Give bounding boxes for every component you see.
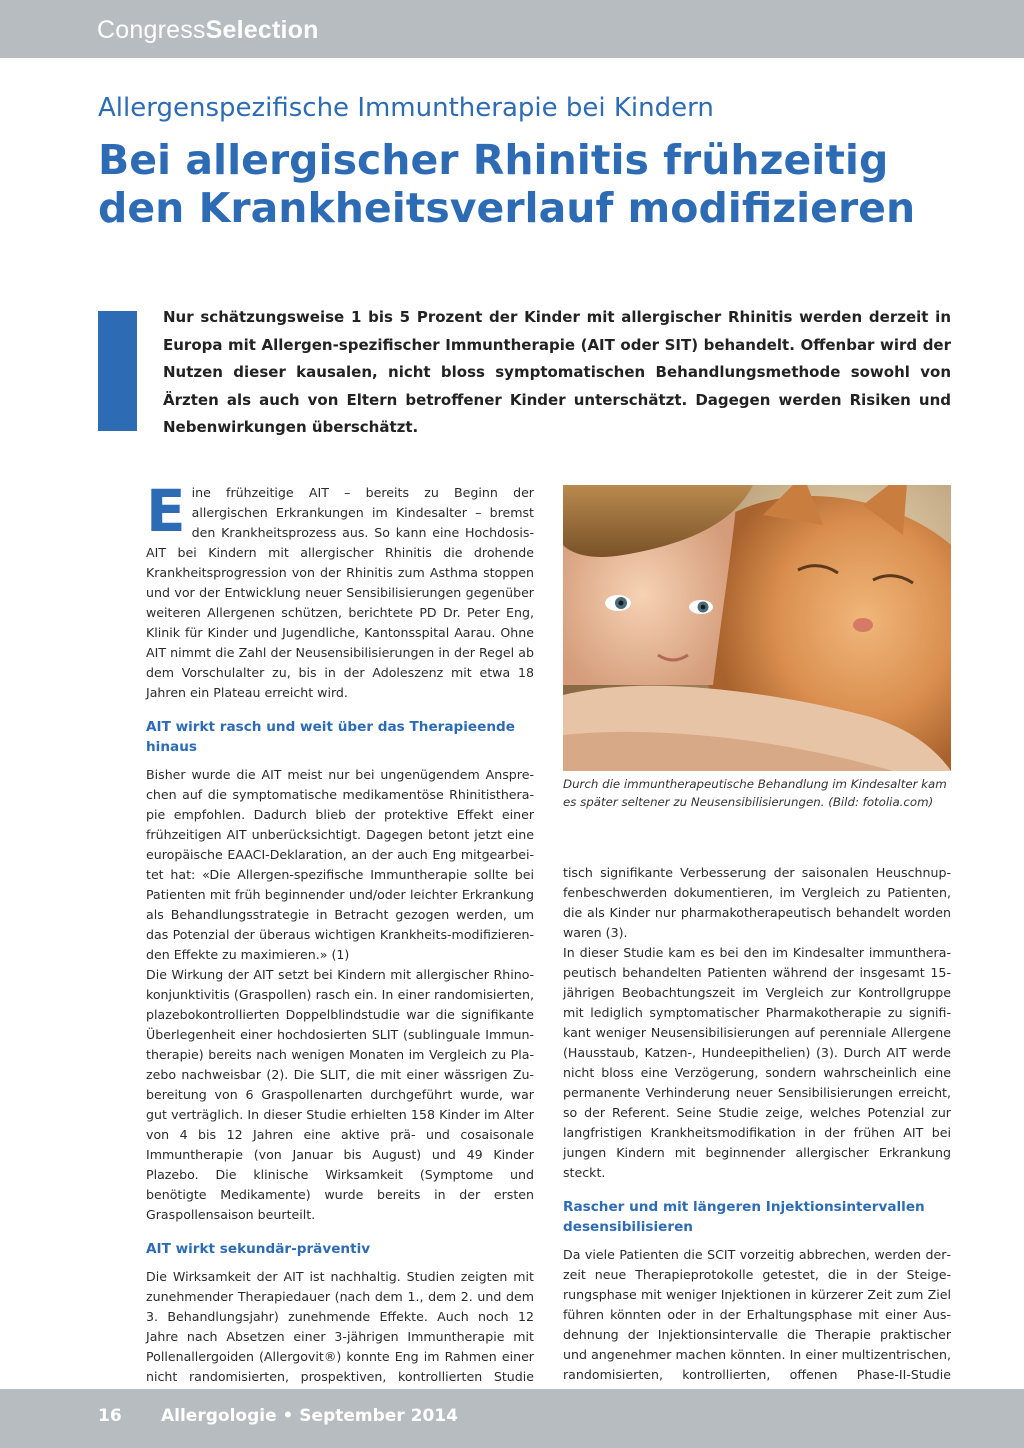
- footer-bar: [0, 1389, 1024, 1448]
- paragraph-3: Die Wirkung der AIT setzt bei Kindern mit allergischer Rhinokonjunktivitis (Graspollen) rasch ein. In einer randomisierten, plazebokontrollierten Doppelblindstudie war die signifikante Überlegenheit einer hochdosierten SLIT (sublinguale Immuntherapie) bereits nach wenigen Monaten im Vergleich zu Plazebo nachweisbar (2). Die SLIT, die mit einer wässrigen Zubereitung von 6 Graspollenarten durchgeführt wurde, war gut verträglich. In dieser Studie erhielten 158 Kinder im Alter von 4 bis 12 Jahren eine aktive prä- und cosaisonale Immuntherapie (von Januar bis August) und 49 Kinder Plazebo. Die klinische Wirksamkeit (Symptome und benötigte Medikamente) wurde bereits in der ersten Graspollensaison beurteilt.: [146, 967, 534, 1222]
- header-bar: [0, 0, 1024, 58]
- section-heading-2: AIT wirkt sekundär-präventiv: [146, 1241, 371, 1257]
- paragraph-2: Bisher wurde die AIT meist nur bei ungenügendem Ansprechen auf die symptomatische medikamentöse Rhinitistherapie empfohlen. Dadurch blieb der protektive Effekt einer frühzeitigen AIT unberücksichtigt. Dagegen betont jetzt eine europäische EAACI-Deklaration, an der auch Eng mitgearbeitet hat: «Die Allergen-spezifische Immuntherapie sollte bei Patienten mit früh beginnender und/oder leichter Erkrankung als Behandlungsstrategie in Betracht gezogen werden, um das Potenzial der überaus wichtigen Krankheits-modifizierenden Effekte zu maximieren.» (1): [146, 767, 534, 962]
- section-heading-3: Rascher und mit längeren Injektionsintervallen desensibilisieren: [563, 1199, 925, 1235]
- photo-caption: Durch die immuntherapeutische Behandlung im Kindesalter kam es später seltener zu Neusensibilisierungen. (Bild: fotolia.com): [563, 777, 947, 809]
- journal-issue: Allergologie • September 2014: [161, 1406, 458, 1426]
- article-subtitle: Allergenspezifische Immuntherapie bei Kindern: [98, 93, 714, 123]
- photo-illustration: [563, 485, 951, 771]
- section-heading-1: AIT wirkt rasch und weit über das Therapieende hinaus: [146, 719, 515, 755]
- paragraph-6: In dieser Studie kam es bei den im Kindesalter immuntherapeutisch behandelten Patienten während der insgesamt 15-jährigen Beobachtungszeit im Vergleich zur Kontrollgruppe mit lediglich symptomatischer Pharmakotherapie zu signifikant weniger Neusensibilisierungen auf perenniale Allergene (Hausstaub, Katzen-, Hundeepithelien) (3). Durch AIT werde nicht bloss eine Verzögerung, sondern wahrscheinlich eine permanente Verhinderung neuer Sensibilisierungen erreicht, so der Referent. Seine Studie zeige, welches Potenzial zur langfristigen Krankheitsmodifikation in der frühen AIT bei jungen Kindern mit beginnender allergischer Erkrankung steckt.: [563, 945, 951, 1180]
- page-number: 16: [98, 1406, 122, 1426]
- article-lead: Nur schätzungsweise 1 bis 5 Prozent der Kinder mit allergischer Rhinitis werden derzeit in Europa mit Allergen-spezifischer Immuntherapie (AIT oder SIT) behandelt. Offenbar wird der Nutzen dieser kausalen, nicht bloss symptomatischen Behandlungsmethode sowohl von Ärzten als auch von Eltern betroffener Kinder unterschätzt. Dagegen werden Risiken und Nebenwirkungen überschätzt.: [163, 308, 951, 436]
- paragraph-5: tisch signifikante Verbesserung der saisonalen Heuschnupfenbeschwerden dokumentieren, im Vergleich zu Patienten, die als Kinder nur pharmakotherapeutisch behandelt worden waren (3).: [563, 865, 951, 940]
- column-left: [146, 477, 534, 1407]
- brand-part-2: Selection: [205, 16, 319, 44]
- paragraph-1-text: ine frühzeitige AIT – bereits zu Beginn der allergischen Erkrankungen im Kindesalter – bremst den Krankheitsprozess aus. So kann eine Hochdosis-AIT bei Kindern mit allergischer Rhinitis die drohende Krankheitsprogression von der Rhinitis zum Asthma stoppen und vor der Entwicklung neuer Sensibilisierungen gegenüber weiteren Allergenen schützen, berichtete PD Dr. Peter Eng, Klinik für Kinder und Jugendliche, Kantonsspital Aarau. Ohne AIT nimmt die Zahl der Neusensibilisierungen in der Regel ab dem Vorschulalter zu, bis in der Adoleszenz mit etwa 18 Jahren ein Plateau erreicht wird.: [146, 485, 534, 700]
- article-photo-boy-with-cat: [563, 485, 951, 771]
- article-title: Bei allergischer Rhinitis frühzeitig den Krankheitsverlauf modifizieren: [98, 136, 916, 232]
- column-right: [563, 863, 951, 1405]
- congress-selection-logo: [97, 16, 319, 45]
- brand-part-1: Congress: [97, 16, 206, 44]
- lead-initial-block: [98, 311, 137, 431]
- drop-cap: E: [146, 477, 186, 545]
- paragraph-intro: [146, 477, 534, 703]
- paragraph-7: Da viele Patienten die SCIT vorzeitig abbrechen, werden derzeit neue Therapieprotokolle getestet, die in der Steigerungsphase mit weniger Injektionen in kürzerer Zeit zum Ziel führen könnten oder in der Erhaltungsphase mit einer Ausdehnung der Injektionsintervalle die Therapie praktischer und angenehmer machen könnten. In einer multizentrischen, randomisierten, kontrollierten, offenen Phase-II-Studie: [563, 1247, 951, 1382]
- paragraph-4: Die Wirksamkeit der AIT ist nachhaltig. Studien zeigten mit zunehmender Therapiedauer (nach dem 1., dem 2. und dem 3. Behandlungsjahr) zunehmende Effekte. Auch noch 12 Jahre nach Absetzen einer 3-jährigen Immuntherapie mit Pollenallergoiden (Allergovit®) konnte Eng im Rahmen einer nicht randomisierten, prospektiven, kontrollierten Studie: [146, 1269, 534, 1384]
